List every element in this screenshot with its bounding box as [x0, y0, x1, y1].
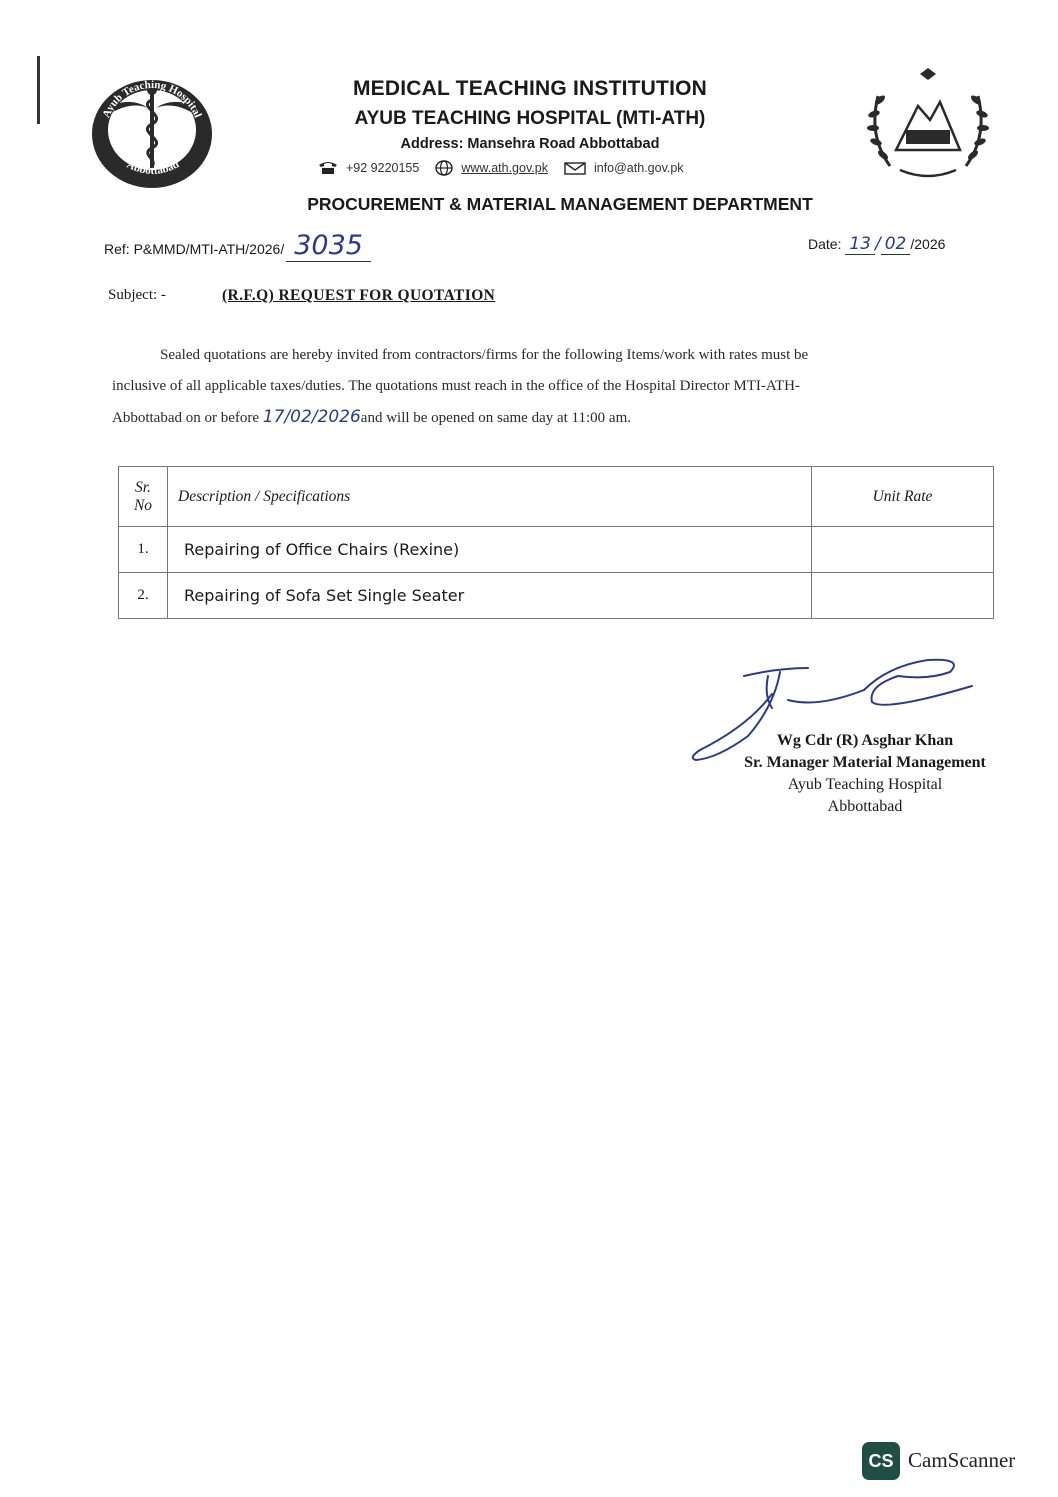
- margin-mark: [37, 56, 40, 124]
- email-address[interactable]: info@ath.gov.pk: [593, 161, 684, 175]
- header-description: Description / Specifications: [168, 467, 812, 527]
- date-separator: /: [875, 234, 881, 254]
- reference-line: [104, 230, 371, 261]
- row-serial-number: 2.: [119, 573, 168, 619]
- header-sr-line-1: Sr.: [135, 478, 151, 496]
- header-unit-rate: Unit Rate: [812, 467, 994, 527]
- header-sr-line-2: No: [133, 496, 153, 514]
- signatory-city: Abbottabad: [827, 798, 903, 815]
- camscanner-logo: CS: [862, 1442, 900, 1480]
- reference-prefix: Ref: P&MMD/MTI-ATH/2026/: [104, 241, 285, 257]
- body-line-3: [112, 402, 984, 434]
- table-row: [119, 573, 994, 619]
- row-unit-rate: [812, 527, 994, 573]
- table-header-row: [119, 467, 994, 527]
- globe-icon: [435, 160, 453, 176]
- hospital-address: Address: Mansehra Road Abbottabad: [400, 136, 660, 152]
- header-serial-number: [119, 467, 168, 527]
- logo-text-top: Ayub Teaching Hospital: [100, 78, 204, 120]
- body-paragraph: [112, 340, 984, 434]
- camscanner-label: CamScanner: [908, 1448, 1016, 1472]
- row-unit-rate: [812, 573, 994, 619]
- row-serial-number: 1.: [119, 527, 168, 573]
- reference-number: 3035: [286, 230, 371, 262]
- logo-text-bottom: Abbottabad: [124, 158, 182, 178]
- date-month: 02: [881, 234, 911, 255]
- signatory-name: Wg Cdr (R) Asghar Khan: [776, 732, 954, 749]
- date-year: /2026: [910, 236, 946, 252]
- signatory-block: [700, 730, 1030, 818]
- telephone-icon: [318, 161, 338, 175]
- date-line: [808, 234, 945, 254]
- hospital-logo: [88, 72, 216, 190]
- subject-label: Subject: -: [108, 287, 166, 303]
- submission-deadline: 17/02/2026: [262, 407, 361, 427]
- items-table: [118, 466, 994, 619]
- table-row: [119, 527, 994, 573]
- row-description: Repairing of Office Chairs (Rexine): [168, 527, 812, 573]
- signatory-role: Sr. Manager Material Management: [744, 754, 986, 771]
- row-description: Repairing of Sofa Set Single Seater: [168, 573, 812, 619]
- body-line-2: inclusive of all applicable taxes/duties. The quotations must reach in the office of the Hospital Director MTI-ATH-: [112, 378, 801, 394]
- body-line-1: Sealed quotations are hereby invited from contractors/firms for the following Items/work with rates must be: [160, 347, 809, 363]
- subject-text: (R.F.Q) REQUEST FOR QUOTATION: [222, 287, 496, 304]
- body-line-3-end: and will be opened on same day at 11:00 am.: [360, 410, 631, 426]
- department-title: PROCUREMENT & MATERIAL MANAGEMENT DEPARTMENT: [307, 194, 813, 214]
- hospital-title: AYUB TEACHING HOSPITAL (MTI-ATH): [354, 108, 706, 129]
- date-day: 13: [845, 234, 875, 255]
- phone-number: +92 9220155: [346, 161, 420, 175]
- date-label: Date:: [808, 236, 842, 252]
- institution-title: MEDICAL TEACHING INSTITUTION: [352, 77, 708, 100]
- contact-line: [318, 160, 700, 176]
- body-line-3-start: Abbottabad on or before: [112, 410, 263, 426]
- website-link[interactable]: www.ath.gov.pk: [461, 161, 548, 175]
- signatory-organization: Ayub Teaching Hospital: [787, 776, 943, 793]
- government-emblem: [860, 66, 996, 184]
- envelope-icon: [564, 162, 586, 175]
